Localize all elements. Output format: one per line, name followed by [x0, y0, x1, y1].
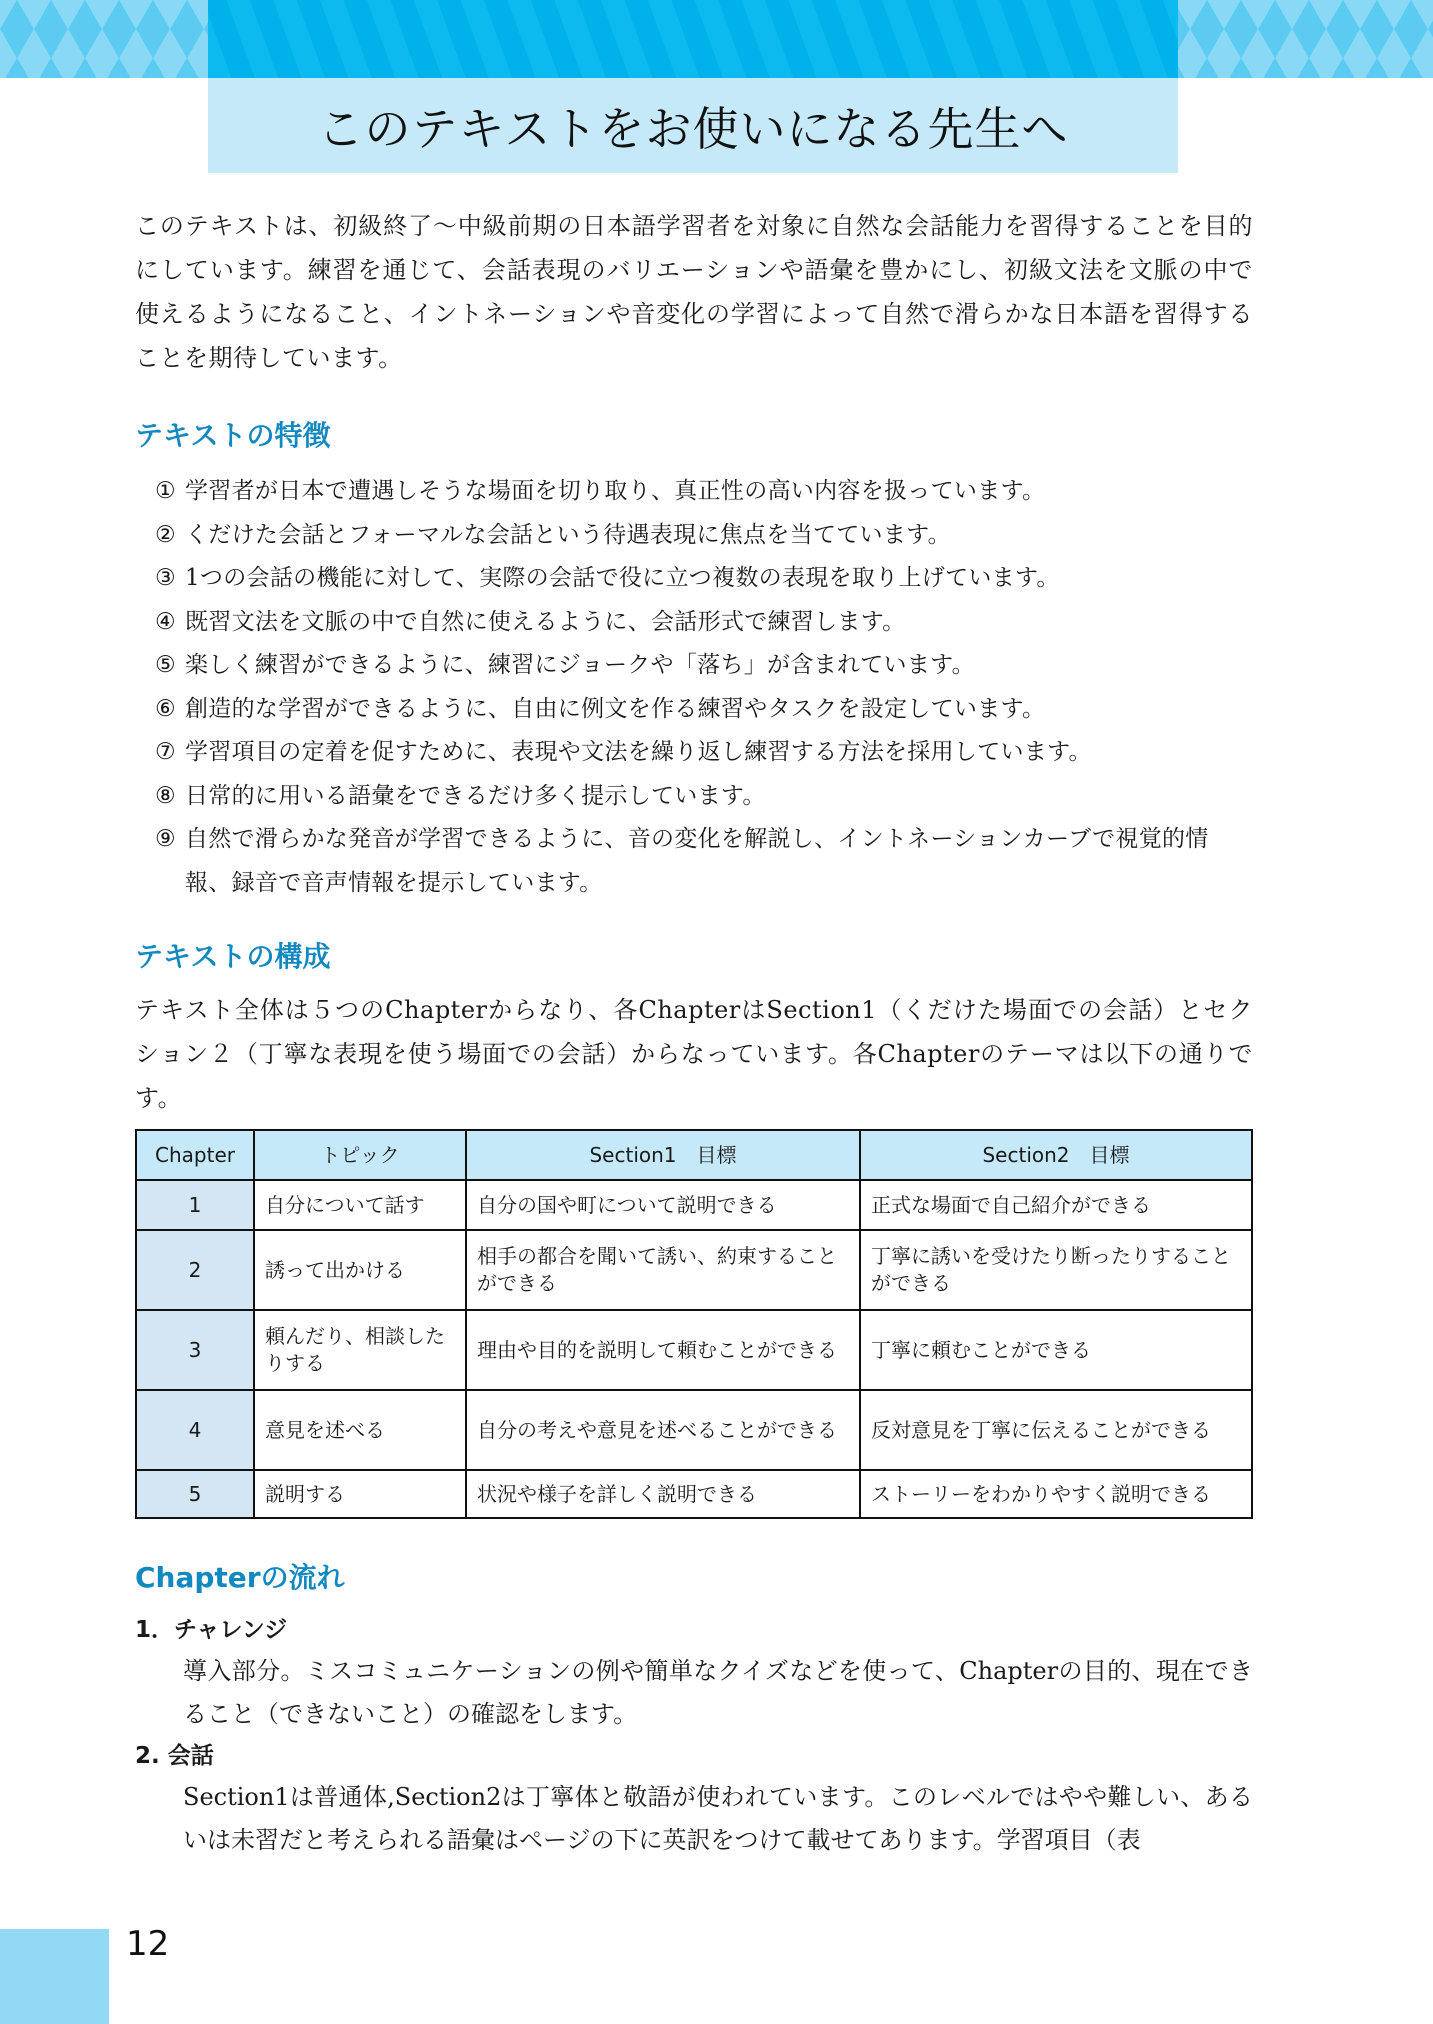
- feature-number: ⑨: [155, 826, 176, 852]
- section1-goal-cell: 状況や様子を詳しく説明できる: [466, 1470, 860, 1518]
- table-row: [136, 1310, 1252, 1390]
- title-box: [208, 78, 1178, 173]
- flow-step-text: Section1は普通体,Section2は丁寧体と敬語が使われています。このレベルではやや難しい、あるいは未習だと考えられる語彙はページの下に英訳をつけて載せてあります。学習項目（表: [183, 1783, 1253, 1854]
- features-list: [155, 470, 1255, 905]
- feature-item: [155, 688, 1255, 732]
- flow-heading: Chapterの流れ: [135, 1561, 345, 1594]
- section1-goal-cell: 自分の国や町について説明できる: [466, 1180, 860, 1230]
- flow-step-title: 2. 会話: [135, 1743, 214, 1769]
- intro-paragraph: このテキストは、初級終了〜中級前期の日本語学習者を対象に自然な会話能力を習得することを目的にしています。練習を通じて、会話表現のバリエーションや語彙を豊かにし、初級文法を文脈の中で使えるようになること、イントネーションや音変化の学習によって自然で滑らかな日本語を習得することを期待しています。: [135, 212, 1253, 372]
- feature-text: 自然で滑らかな発音が学習できるように、音の変化を解説し、イントネーションカーブで視覚的情報、録音で音声情報を提示しています。: [185, 826, 1209, 896]
- chapter-table: [135, 1129, 1253, 1519]
- structure-paragraph: テキスト全体は５つのChapterからなり、各ChapterはSection1（くだけた場面での会話）とセクション２（丁寧な表現を使う場面での会話）からなっています。各Chapterのテーマは以下の通りです。: [135, 996, 1253, 1112]
- table-header-section2: Section2 目標: [860, 1130, 1252, 1180]
- table-header-chapter: Chapter: [136, 1130, 254, 1180]
- feature-text: 既習文法を文脈の中で自然に使えるように、会話形式で練習します。: [185, 608, 906, 635]
- section2-goal-cell: 丁寧に誘いを受けたり断ったりすることができる: [860, 1230, 1252, 1310]
- structure-section: [135, 988, 1253, 1120]
- feature-number: ④: [155, 608, 176, 635]
- chapter-number: 1: [136, 1180, 254, 1230]
- topic-cell: 意見を述べる: [254, 1390, 466, 1470]
- feature-text: 学習者が日本で遭遇しそうな場面を切り取り、真正性の高い内容を扱っています。: [185, 478, 1046, 504]
- section2-goal-cell: 正式な場面で自己紹介ができる: [860, 1180, 1252, 1230]
- feature-item: [155, 601, 1255, 645]
- section2-goal-cell: 反対意見を丁寧に伝えることができる: [860, 1390, 1252, 1470]
- topic-cell: 自分について話す: [254, 1180, 466, 1230]
- chapter-number: 5: [136, 1470, 254, 1518]
- table-row: [136, 1180, 1252, 1230]
- topic-cell: 頼んだり、相談したりする: [254, 1310, 466, 1390]
- section2-goal-cell: 丁寧に頼むことができる: [860, 1310, 1252, 1390]
- feature-text: 学習項目の定着を促すために、表現や文法を繰り返し練習する方法を採用しています。: [185, 739, 1092, 765]
- feature-number: ①: [155, 478, 176, 504]
- section2-goal-cell: ストーリーをわかりやすく説明できる: [860, 1470, 1252, 1518]
- topic-cell: 誘って出かける: [254, 1230, 466, 1310]
- feature-item: [155, 775, 1255, 819]
- table-row: [136, 1390, 1252, 1470]
- section1-goal-cell: 自分の考えや意見を述べることができる: [466, 1390, 860, 1470]
- feature-item: [155, 470, 1255, 514]
- topic-cell: 説明する: [254, 1470, 466, 1518]
- feature-item: [155, 731, 1255, 775]
- feature-number: ②: [155, 521, 176, 548]
- table-header-topic: トピック: [254, 1130, 466, 1180]
- feature-number: ⑤: [155, 652, 176, 678]
- chapter-number: 4: [136, 1390, 254, 1470]
- feature-item: [155, 644, 1255, 688]
- feature-item: [155, 818, 1255, 905]
- feature-text: くだけた会話とフォーマルな会話という待遇表現に焦点を当てています。: [185, 521, 951, 548]
- feature-number: ⑥: [155, 695, 176, 722]
- feature-text: 創造的な学習ができるように、自由に例文を作る練習やタスクを設定しています。: [185, 695, 1046, 722]
- page-title: このテキストをお使いになる先生へ: [317, 101, 1069, 156]
- feature-item: [155, 557, 1255, 601]
- section1-goal-cell: 相手の都合を聞いて誘い、約束することができる: [466, 1230, 860, 1310]
- chapter-number: 2: [136, 1230, 254, 1310]
- table-row: [136, 1470, 1252, 1518]
- feature-item: [155, 514, 1255, 558]
- header-banner: [208, 0, 1178, 78]
- page-tab-decoration: [0, 1929, 109, 2024]
- structure-heading: テキストの構成: [135, 940, 331, 973]
- flow-section: [135, 1610, 1253, 1862]
- chapter-number: 3: [136, 1310, 254, 1390]
- intro-section: [135, 204, 1253, 380]
- flow-step-title: 1．チャレンジ: [135, 1617, 288, 1643]
- flow-step-text: 導入部分。ミスコミュニケーションの例や簡単なクイズなどを使って、Chapterの目的、現在できること（できないこと）の確認をします。: [183, 1657, 1253, 1728]
- table-row: [136, 1230, 1252, 1310]
- feature-number: ⑦: [155, 739, 176, 765]
- feature-text: 1つの会話の機能に対して、実際の会話で役に立つ複数の表現を取り上げています。: [185, 565, 1060, 591]
- feature-number: ⑧: [155, 782, 176, 809]
- feature-text: 楽しく練習ができるように、練習にジョークや「落ち」が含まれています。: [185, 652, 975, 678]
- table-header-row: [136, 1130, 1252, 1180]
- feature-text: 日常的に用いる語彙をできるだけ多く提示しています。: [185, 782, 766, 809]
- page-number: 12: [126, 1924, 170, 1964]
- section1-goal-cell: 理由や目的を説明して頼むことができる: [466, 1310, 860, 1390]
- table-header-section1: Section1 目標: [466, 1130, 860, 1180]
- features-heading: テキストの特徴: [135, 419, 331, 452]
- feature-number: ③: [155, 565, 176, 591]
